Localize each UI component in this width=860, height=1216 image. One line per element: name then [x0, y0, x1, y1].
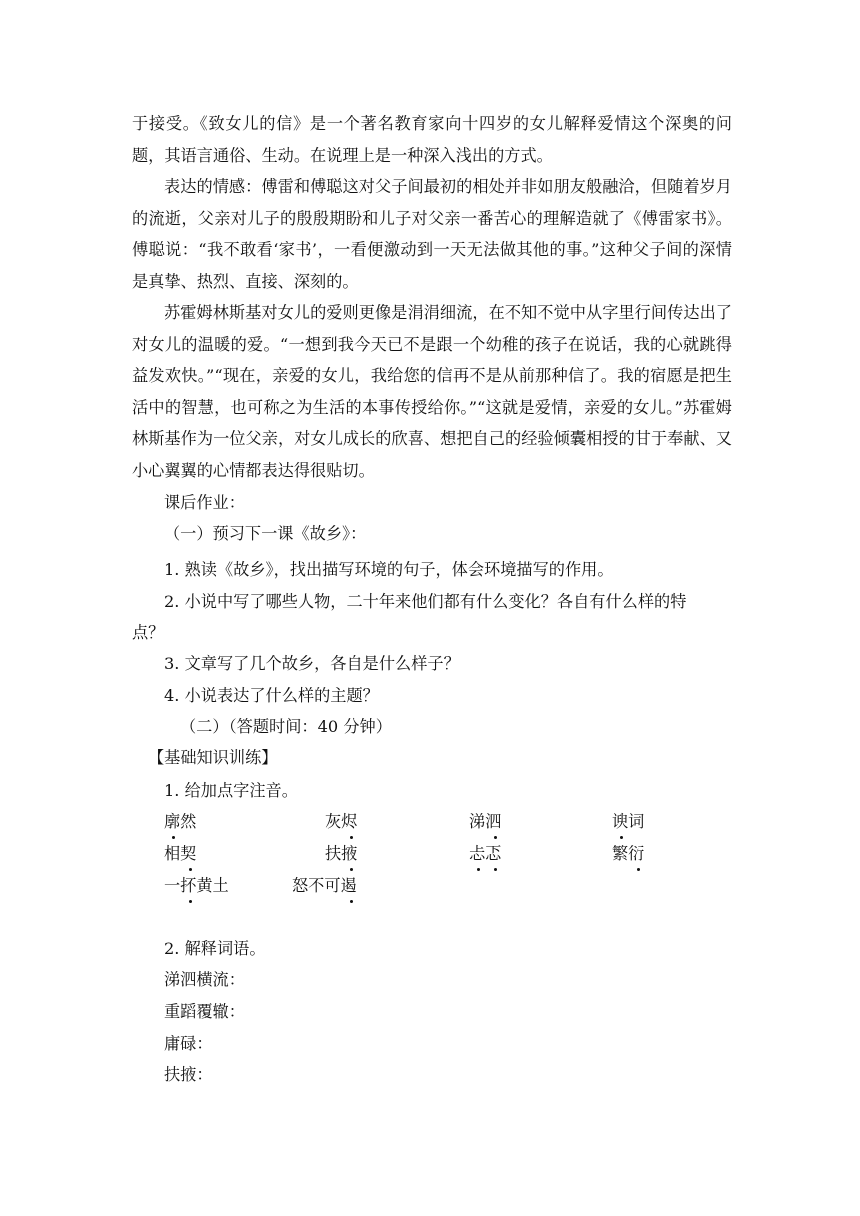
emphasis-dot	[350, 900, 353, 903]
word-yuci: 谀词	[612, 812, 645, 831]
term-chongdao-fuzhe: 重蹈覆辙：	[164, 1002, 245, 1021]
paragraph-sukhomlinsky: 苏霍姆林斯基对女儿的爱则更像是涓涓细流，在不知不觉中从字里行间传达出了对女儿的温暖的爱。“一想到我今天已不是跟一个幼稚的孩子在说话，我的心就跳得益发欢快。”“现在，亲爱的女儿，我给您的信再不是从前那种信了。我的宿愿是把生活中的智慧，也可称之为生活的本事传授给你。”“这就是爱情，亲爱的女儿。”苏霍姆林斯基作为一位父亲，对女儿成长的欣喜、想把自己的经验倾囊相授的甘于奉献、又小心翼翼的心情都表达得很贴切。	[132, 303, 732, 480]
word-nubukee: 怒不可遏	[292, 876, 357, 895]
question-2-line2: 点？	[132, 623, 165, 642]
word-yipouhuangtu: 一抔黄土	[164, 876, 229, 895]
word-fanyan: 繁衍	[612, 844, 645, 863]
question-4: 4. 小说表达了什么样的主题？	[164, 686, 379, 705]
explain-task: 2. 解释词语。	[164, 939, 266, 958]
word-xiangqi: 相契	[164, 844, 197, 863]
word-kuoran: 廓然	[164, 812, 197, 831]
question-1: 1. 熟读《故乡》，找出描写环境的句子，体会环境描写的作用。	[164, 560, 614, 579]
question-2-line1: 2. 小说中写了哪些人物，二十年来他们都有什么变化？各自有什么样的特	[164, 592, 687, 611]
section-basic-knowledge: 【基础知识训练】	[148, 748, 278, 767]
paragraph-fu-lei-emotion: 表达的情感：傅雷和傅聪这对父子间最初的相处并非如朋友般融洽，但随着岁月的流逝，父亲对儿子的殷殷期盼和儿子对父亲一番苦心的理解造就了《傅雷家书》。傅聪说：“我不敢看‘家书’，一看便激动到一天无法做其他的事。”这种父子间的深情是真挚、热烈、直接、深刻的。	[132, 177, 732, 291]
word-tisi: 涕泗	[469, 812, 502, 831]
emphasis-dot	[189, 868, 192, 871]
emphasis-dot	[350, 836, 353, 839]
emphasis-dot	[494, 868, 497, 871]
emphasis-dot	[620, 836, 623, 839]
term-tisi-hengliu: 涕泗横流：	[164, 970, 245, 989]
emphasis-dot	[477, 868, 480, 871]
emphasis-dot	[189, 900, 192, 903]
homework-part2-title: （二）（答题时间：40 分钟）	[180, 717, 392, 736]
word-huijin: 灰烬	[325, 812, 358, 831]
homework-part1-title: （一）预习下一课《故乡》：	[164, 524, 367, 543]
emphasis-dot	[172, 836, 175, 839]
paragraph-letter-intro: 于接受。《致女儿的信》是一个著名教育家向十四岁的女儿解释爱情这个深奥的问题，其语言通俗、生动。在说理上是一种深入浅出的方式。	[132, 114, 732, 165]
term-yonglu: 庸碌：	[164, 1034, 213, 1053]
emphasis-dot	[494, 836, 497, 839]
homework-title: 课后作业：	[164, 493, 245, 512]
question-3: 3. 文章写了几个故乡，各自是什么样子？	[164, 654, 460, 673]
word-fuye: 扶掖	[325, 844, 358, 863]
word-tante: 忐忑	[469, 844, 502, 863]
pinyin-task: 1. 给加点字注音。	[164, 781, 298, 800]
emphasis-dot	[637, 868, 640, 871]
emphasis-dot	[350, 868, 353, 871]
term-fuye: 扶掖：	[164, 1065, 213, 1084]
